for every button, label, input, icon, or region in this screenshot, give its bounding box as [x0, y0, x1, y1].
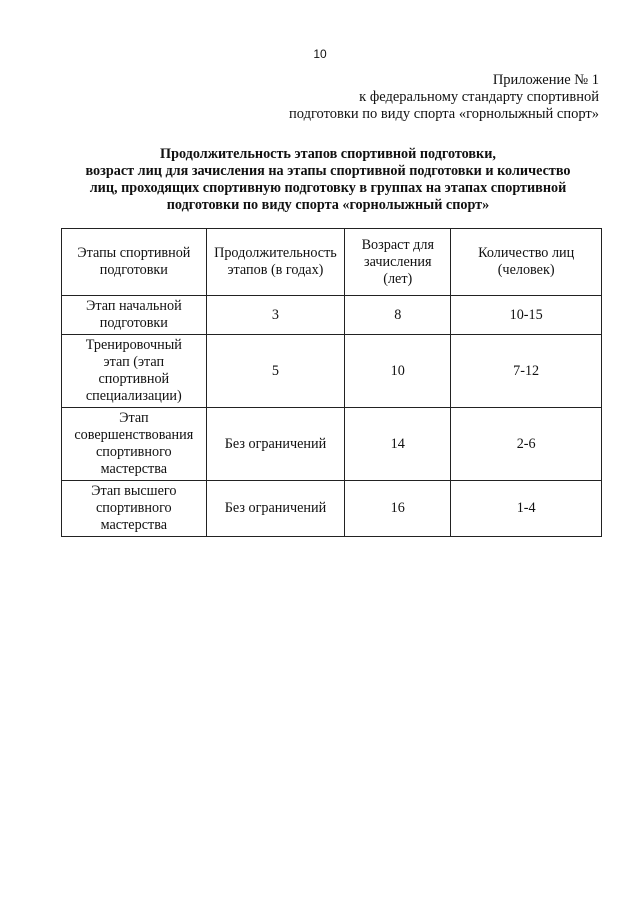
appendix-line: подготовки по виду спорта «горнолыжный спорт»	[289, 106, 599, 122]
cell-text: совершенствования	[74, 427, 194, 443]
header-duration	[206, 229, 345, 296]
cell-age: 16	[345, 481, 451, 537]
title-line: Продолжительность этапов спортивной подготовки,	[160, 146, 496, 162]
header-age	[345, 229, 451, 296]
cell-text: Тренировочный	[85, 337, 182, 353]
appendix-line: к федеральному стандарту спортивной	[359, 89, 599, 105]
cell-text: спортивного	[96, 500, 172, 516]
header-count	[451, 229, 602, 296]
cell-text: мастерства	[100, 517, 167, 533]
cell-text: этап (этап	[103, 354, 165, 370]
cell-age: 10	[345, 335, 451, 408]
cell-age: 8	[345, 296, 451, 335]
cell-count: 2-6	[451, 408, 602, 481]
cell-text: специализации)	[85, 388, 182, 404]
title-line: подготовки по виду спорта «горнолыжный спорт»	[166, 197, 490, 213]
cell-stage	[62, 408, 207, 481]
cell-text: мастерства	[100, 461, 167, 477]
cell-text: подготовки	[99, 315, 168, 331]
cell-text: Этап	[119, 410, 149, 426]
header-stage	[62, 229, 207, 296]
header-text: зачисления	[364, 253, 432, 270]
cell-count: 1-4	[451, 481, 602, 537]
cell-text: спортивной	[98, 371, 170, 387]
table-row	[62, 408, 602, 481]
header-text: Продолжительность	[214, 245, 337, 261]
cell-text: спортивного	[96, 444, 172, 460]
cell-stage	[62, 296, 207, 335]
page-number: 10	[313, 47, 327, 61]
table-header-row	[62, 229, 602, 296]
cell-text: Этап высшего	[91, 483, 177, 499]
header-text: подготовки	[99, 262, 168, 278]
appendix-header	[289, 72, 599, 123]
header-text: этапов (в годах)	[227, 262, 324, 278]
cell-stage	[62, 335, 207, 408]
title-line: возраст лиц для зачисления на этапы спортивной подготовки и количество	[85, 163, 571, 179]
cell-duration: Без ограничений	[206, 408, 345, 481]
table-row	[62, 296, 602, 335]
stages-table	[61, 228, 602, 537]
cell-text: Этап начальной	[85, 298, 182, 314]
header-text: (лет)	[383, 270, 413, 287]
header-text: Количество лиц	[478, 245, 575, 261]
header-text: Возраст для	[361, 236, 434, 253]
cell-stage	[62, 481, 207, 537]
table-row	[62, 335, 602, 408]
cell-age: 14	[345, 408, 451, 481]
appendix-line: Приложение № 1	[492, 72, 599, 88]
document-title	[40, 146, 616, 214]
header-text: (человек)	[497, 262, 555, 278]
cell-duration: Без ограничений	[206, 481, 345, 537]
cell-count: 7-12	[451, 335, 602, 408]
cell-count: 10-15	[451, 296, 602, 335]
header-text: Этапы спортивной	[77, 245, 191, 261]
table-row	[62, 481, 602, 537]
cell-duration: 3	[206, 296, 345, 335]
cell-duration: 5	[206, 335, 345, 408]
title-line: лиц, проходящих спортивную подготовку в группах на этапах спортивной	[89, 180, 567, 196]
